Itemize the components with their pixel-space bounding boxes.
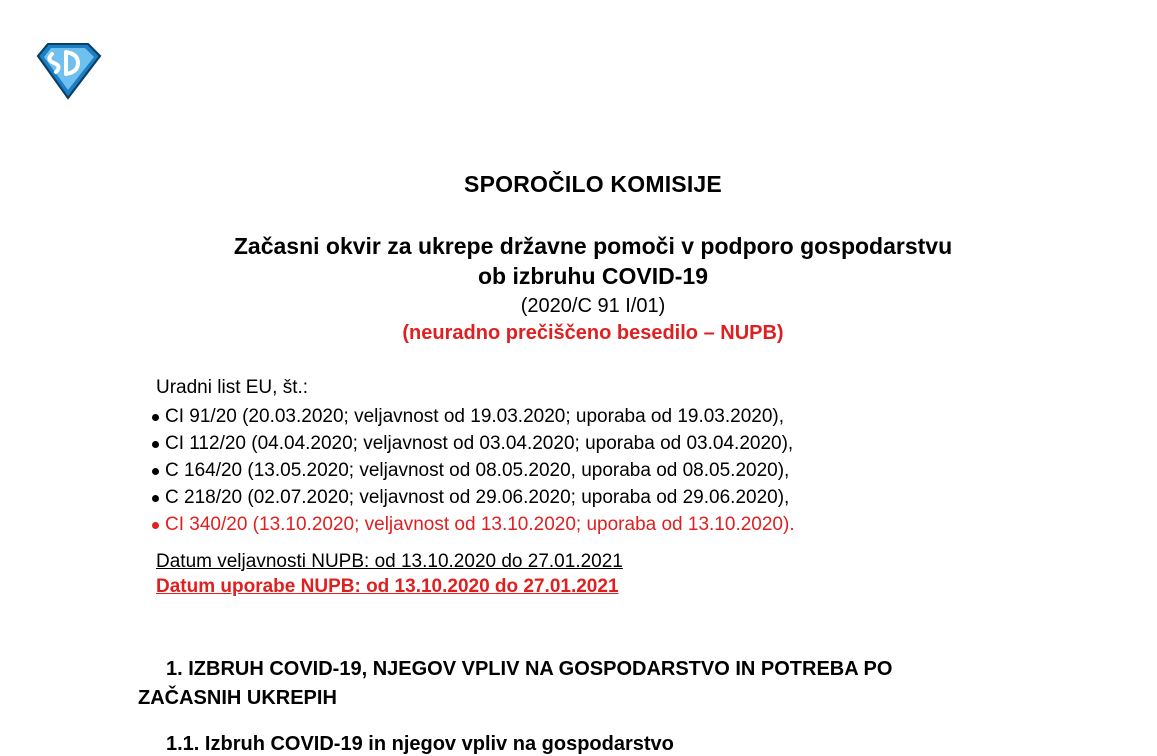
official-journal-list bbox=[152, 403, 795, 538]
validity-date-line: Datum veljavnosti NUPB: od 13.10.2020 do 27.01.2021 bbox=[156, 551, 623, 572]
document-type-heading: SPOROČILO KOMISIJE bbox=[464, 171, 722, 197]
sd-logo-icon bbox=[32, 40, 104, 100]
list-item-text: CI 112/20 (04.04.2020; veljavnost od 03.04.2020; uporaba od 03.04.2020), bbox=[165, 433, 794, 454]
bullet-icon bbox=[152, 468, 159, 475]
official-journal-label: Uradni list EU, št.: bbox=[156, 377, 309, 398]
unofficial-consolidated-note: (neuradno prečiščeno besedilo – NUPB) bbox=[402, 322, 784, 344]
section-1-heading-line-1: 1. IZBRUH COVID-19, NJEGOV VPLIV NA GOSPODARSTVO IN POTREBA PO bbox=[166, 658, 893, 680]
list-item-text: CI 340/20 (13.10.2020; veljavnost od 13.10.2020; uporaba od 13.10.2020). bbox=[165, 514, 795, 535]
document-title-line-1: Začasni okvir za ukrepe državne pomoči v podporo gospodarstvu bbox=[233, 233, 953, 259]
section-1-heading-line-2: ZAČASNIH UKREPIH bbox=[138, 687, 337, 709]
list-item bbox=[152, 403, 795, 430]
document-title-line-2: ob izbruhu COVID-19 bbox=[478, 263, 708, 289]
section-1-heading bbox=[138, 655, 1038, 713]
bullet-icon bbox=[152, 495, 159, 502]
list-item-text: C 218/20 (02.07.2020; veljavnost od 29.06.2020; uporaba od 29.06.2020), bbox=[165, 487, 790, 508]
list-item-highlighted bbox=[152, 511, 795, 538]
list-item-text: CI 91/20 (20.03.2020; veljavnost od 19.03.2020; uporaba od 19.03.2020), bbox=[165, 406, 785, 427]
application-date-line: Datum uporabe NUPB: od 13.10.2020 do 27.01.2021 bbox=[156, 576, 619, 597]
subsection-1-1-heading: 1.1. Izbruh COVID-19 in njegov vpliv na gospodarstvo bbox=[166, 733, 674, 755]
bullet-icon bbox=[152, 522, 159, 529]
list-item bbox=[152, 457, 795, 484]
bullet-icon bbox=[152, 441, 159, 448]
list-item bbox=[152, 430, 795, 457]
document-reference: (2020/C 91 I/01) bbox=[520, 295, 666, 317]
list-item-text: C 164/20 (13.05.2020; veljavnost od 08.05.2020, uporaba od 08.05.2020), bbox=[165, 460, 790, 481]
list-item bbox=[152, 484, 795, 511]
bullet-icon bbox=[152, 414, 159, 421]
